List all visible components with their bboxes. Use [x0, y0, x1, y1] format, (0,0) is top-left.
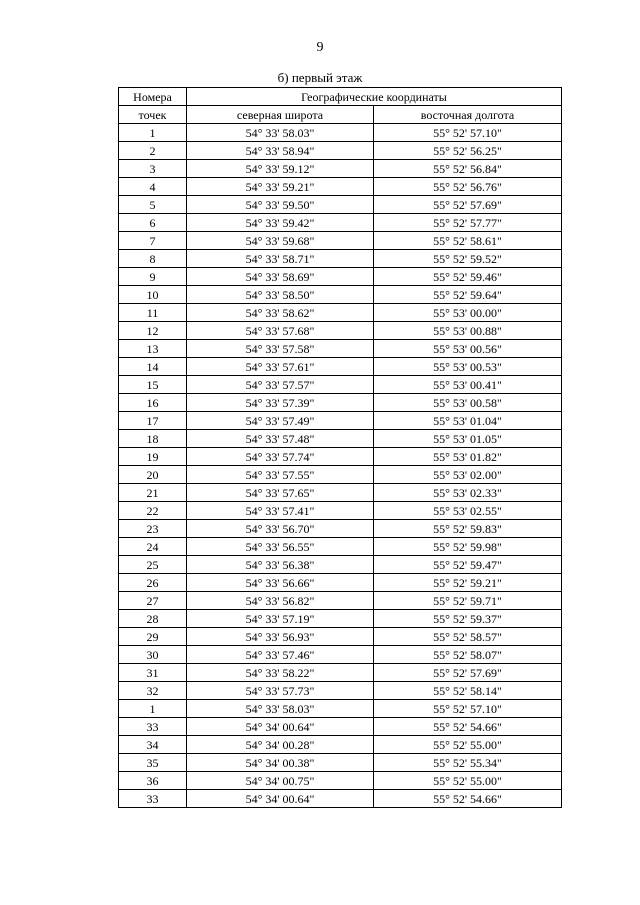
table-row	[119, 610, 562, 628]
longitude-cell: 55° 52' 59.37"	[374, 610, 562, 628]
table-header	[119, 88, 562, 124]
point-number-cell: 16	[119, 394, 187, 412]
longitude-cell: 55° 53' 00.56"	[374, 340, 562, 358]
longitude-cell: 55° 52' 57.69"	[374, 664, 562, 682]
point-number-cell: 22	[119, 502, 187, 520]
point-number-cell: 33	[119, 790, 187, 808]
point-number-cell: 26	[119, 574, 187, 592]
longitude-cell: 55° 52' 59.98"	[374, 538, 562, 556]
latitude-cell: 54° 34' 00.75"	[187, 772, 374, 790]
point-number-cell: 13	[119, 340, 187, 358]
point-number-cell: 17	[119, 412, 187, 430]
longitude-cell: 55° 52' 55.00"	[374, 736, 562, 754]
point-number-cell: 25	[119, 556, 187, 574]
latitude-cell: 54° 33' 57.19"	[187, 610, 374, 628]
latitude-cell: 54° 33' 57.39"	[187, 394, 374, 412]
longitude-cell: 55° 52' 59.21"	[374, 574, 562, 592]
table-row	[119, 250, 562, 268]
latitude-cell: 54° 33' 59.21"	[187, 178, 374, 196]
table-row	[119, 160, 562, 178]
table-row	[119, 448, 562, 466]
latitude-cell: 54° 33' 57.49"	[187, 412, 374, 430]
table-row	[119, 664, 562, 682]
point-number-cell: 24	[119, 538, 187, 556]
longitude-cell: 55° 52' 57.69"	[374, 196, 562, 214]
latitude-cell: 54° 33' 56.82"	[187, 592, 374, 610]
longitude-cell: 55° 52' 56.25"	[374, 142, 562, 160]
point-number-cell: 15	[119, 376, 187, 394]
table-row	[119, 520, 562, 538]
latitude-cell: 54° 33' 58.50"	[187, 286, 374, 304]
table-row	[119, 232, 562, 250]
header-point-number-2	[119, 106, 187, 124]
latitude-cell: 54° 33' 58.03"	[187, 700, 374, 718]
latitude-cell: 54° 33' 57.61"	[187, 358, 374, 376]
longitude-cell: 55° 53' 02.00"	[374, 466, 562, 484]
latitude-cell: 54° 33' 58.22"	[187, 664, 374, 682]
table-row	[119, 466, 562, 484]
table-row	[119, 700, 562, 718]
table-row	[119, 394, 562, 412]
table-row	[119, 322, 562, 340]
header-point-number-line1: Номера	[133, 89, 172, 104]
latitude-cell: 54° 33' 58.69"	[187, 268, 374, 286]
table-row	[119, 124, 562, 142]
latitude-cell: 54° 33' 57.46"	[187, 646, 374, 664]
longitude-cell: 55° 53' 01.05"	[374, 430, 562, 448]
longitude-cell: 55° 52' 54.66"	[374, 718, 562, 736]
table-row	[119, 682, 562, 700]
point-number-cell: 36	[119, 772, 187, 790]
longitude-cell: 55° 53' 02.55"	[374, 502, 562, 520]
latitude-cell: 54° 33' 59.50"	[187, 196, 374, 214]
longitude-cell: 55° 52' 57.10"	[374, 700, 562, 718]
latitude-cell: 54° 33' 59.12"	[187, 160, 374, 178]
point-number-cell: 34	[119, 736, 187, 754]
point-number-cell: 35	[119, 754, 187, 772]
latitude-cell: 54° 33' 57.65"	[187, 484, 374, 502]
table-row	[119, 556, 562, 574]
table-row	[119, 646, 562, 664]
point-number-cell: 23	[119, 520, 187, 538]
point-number-cell: 32	[119, 682, 187, 700]
point-number-cell: 3	[119, 160, 187, 178]
point-number-cell: 18	[119, 430, 187, 448]
header-point-number-line2: точек	[138, 107, 167, 122]
table-row	[119, 358, 562, 376]
point-number-cell: 1	[119, 124, 187, 142]
longitude-cell: 55° 52' 54.66"	[374, 790, 562, 808]
point-number-cell: 14	[119, 358, 187, 376]
table-row	[119, 790, 562, 808]
point-number-cell: 6	[119, 214, 187, 232]
longitude-cell: 55° 53' 02.33"	[374, 484, 562, 502]
longitude-cell: 55° 53' 01.82"	[374, 448, 562, 466]
point-number-cell: 33	[119, 718, 187, 736]
point-number-cell: 19	[119, 448, 187, 466]
table-row	[119, 592, 562, 610]
section-title: б) первый этаж	[277, 70, 363, 85]
table-row	[119, 574, 562, 592]
coordinates-table	[118, 87, 562, 808]
point-number-cell: 4	[119, 178, 187, 196]
table-row	[119, 484, 562, 502]
latitude-cell: 54° 33' 57.68"	[187, 322, 374, 340]
table-row	[119, 178, 562, 196]
longitude-cell: 55° 52' 59.52"	[374, 250, 562, 268]
point-number-cell: 9	[119, 268, 187, 286]
longitude-cell: 55° 52' 58.61"	[374, 232, 562, 250]
longitude-cell: 55° 52' 56.84"	[374, 160, 562, 178]
header-latitude: северная широта	[187, 106, 374, 124]
point-number-cell: 20	[119, 466, 187, 484]
point-number-cell: 30	[119, 646, 187, 664]
point-number-cell: 11	[119, 304, 187, 322]
point-number-cell: 1	[119, 700, 187, 718]
latitude-cell: 54° 33' 58.03"	[187, 124, 374, 142]
point-number-cell: 29	[119, 628, 187, 646]
latitude-cell: 54° 33' 57.55"	[187, 466, 374, 484]
table-row	[119, 376, 562, 394]
latitude-cell: 54° 33' 57.48"	[187, 430, 374, 448]
longitude-cell: 55° 53' 00.41"	[374, 376, 562, 394]
longitude-cell: 55° 52' 55.34"	[374, 754, 562, 772]
table-row	[119, 412, 562, 430]
longitude-cell: 55° 52' 57.77"	[374, 214, 562, 232]
longitude-cell: 55° 52' 59.83"	[374, 520, 562, 538]
table-row	[119, 736, 562, 754]
table-row	[119, 502, 562, 520]
header-geo-coordinates: Географические координаты	[187, 88, 562, 106]
table-row	[119, 628, 562, 646]
longitude-cell: 55° 52' 58.57"	[374, 628, 562, 646]
latitude-cell: 54° 33' 58.94"	[187, 142, 374, 160]
latitude-cell: 54° 33' 57.73"	[187, 682, 374, 700]
latitude-cell: 54° 34' 00.64"	[187, 718, 374, 736]
longitude-cell: 55° 52' 59.47"	[374, 556, 562, 574]
table-row	[119, 340, 562, 358]
longitude-cell: 55° 52' 59.46"	[374, 268, 562, 286]
latitude-cell: 54° 33' 56.70"	[187, 520, 374, 538]
latitude-cell: 54° 33' 57.57"	[187, 376, 374, 394]
longitude-cell: 55° 52' 58.07"	[374, 646, 562, 664]
longitude-cell: 55° 52' 56.76"	[374, 178, 562, 196]
longitude-cell: 55° 52' 55.00"	[374, 772, 562, 790]
longitude-cell: 55° 53' 00.58"	[374, 394, 562, 412]
table-row	[119, 286, 562, 304]
latitude-cell: 54° 33' 57.74"	[187, 448, 374, 466]
latitude-cell: 54° 34' 00.64"	[187, 790, 374, 808]
longitude-cell: 55° 53' 00.53"	[374, 358, 562, 376]
longitude-cell: 55° 52' 58.14"	[374, 682, 562, 700]
header-longitude: восточная долгота	[374, 106, 562, 124]
latitude-cell: 54° 33' 58.71"	[187, 250, 374, 268]
point-number-cell: 10	[119, 286, 187, 304]
longitude-cell: 55° 53' 01.04"	[374, 412, 562, 430]
latitude-cell: 54° 33' 56.66"	[187, 574, 374, 592]
longitude-cell: 55° 53' 00.88"	[374, 322, 562, 340]
point-number-cell: 21	[119, 484, 187, 502]
table-row	[119, 142, 562, 160]
page-number: 9	[316, 40, 324, 55]
table-row	[119, 214, 562, 232]
table-row	[119, 304, 562, 322]
point-number-cell: 28	[119, 610, 187, 628]
table-row	[119, 196, 562, 214]
longitude-cell: 55° 52' 59.71"	[374, 592, 562, 610]
longitude-cell: 55° 52' 59.64"	[374, 286, 562, 304]
table-row	[119, 772, 562, 790]
point-number-cell: 5	[119, 196, 187, 214]
point-number-cell: 12	[119, 322, 187, 340]
longitude-cell: 55° 53' 00.00"	[374, 304, 562, 322]
latitude-cell: 54° 34' 00.38"	[187, 754, 374, 772]
latitude-cell: 54° 33' 58.62"	[187, 304, 374, 322]
latitude-cell: 54° 34' 00.28"	[187, 736, 374, 754]
table-body	[119, 124, 562, 808]
point-number-cell: 27	[119, 592, 187, 610]
latitude-cell: 54° 33' 57.58"	[187, 340, 374, 358]
table-row	[119, 268, 562, 286]
table-row	[119, 718, 562, 736]
latitude-cell: 54° 33' 59.68"	[187, 232, 374, 250]
latitude-cell: 54° 33' 56.38"	[187, 556, 374, 574]
latitude-cell: 54° 33' 57.41"	[187, 502, 374, 520]
table-row	[119, 430, 562, 448]
point-number-cell: 31	[119, 664, 187, 682]
point-number-cell: 2	[119, 142, 187, 160]
latitude-cell: 54° 33' 56.55"	[187, 538, 374, 556]
table-row	[119, 754, 562, 772]
latitude-cell: 54° 33' 59.42"	[187, 214, 374, 232]
header-point-number	[119, 88, 187, 106]
longitude-cell: 55° 52' 57.10"	[374, 124, 562, 142]
latitude-cell: 54° 33' 56.93"	[187, 628, 374, 646]
point-number-cell: 8	[119, 250, 187, 268]
table-row	[119, 538, 562, 556]
point-number-cell: 7	[119, 232, 187, 250]
